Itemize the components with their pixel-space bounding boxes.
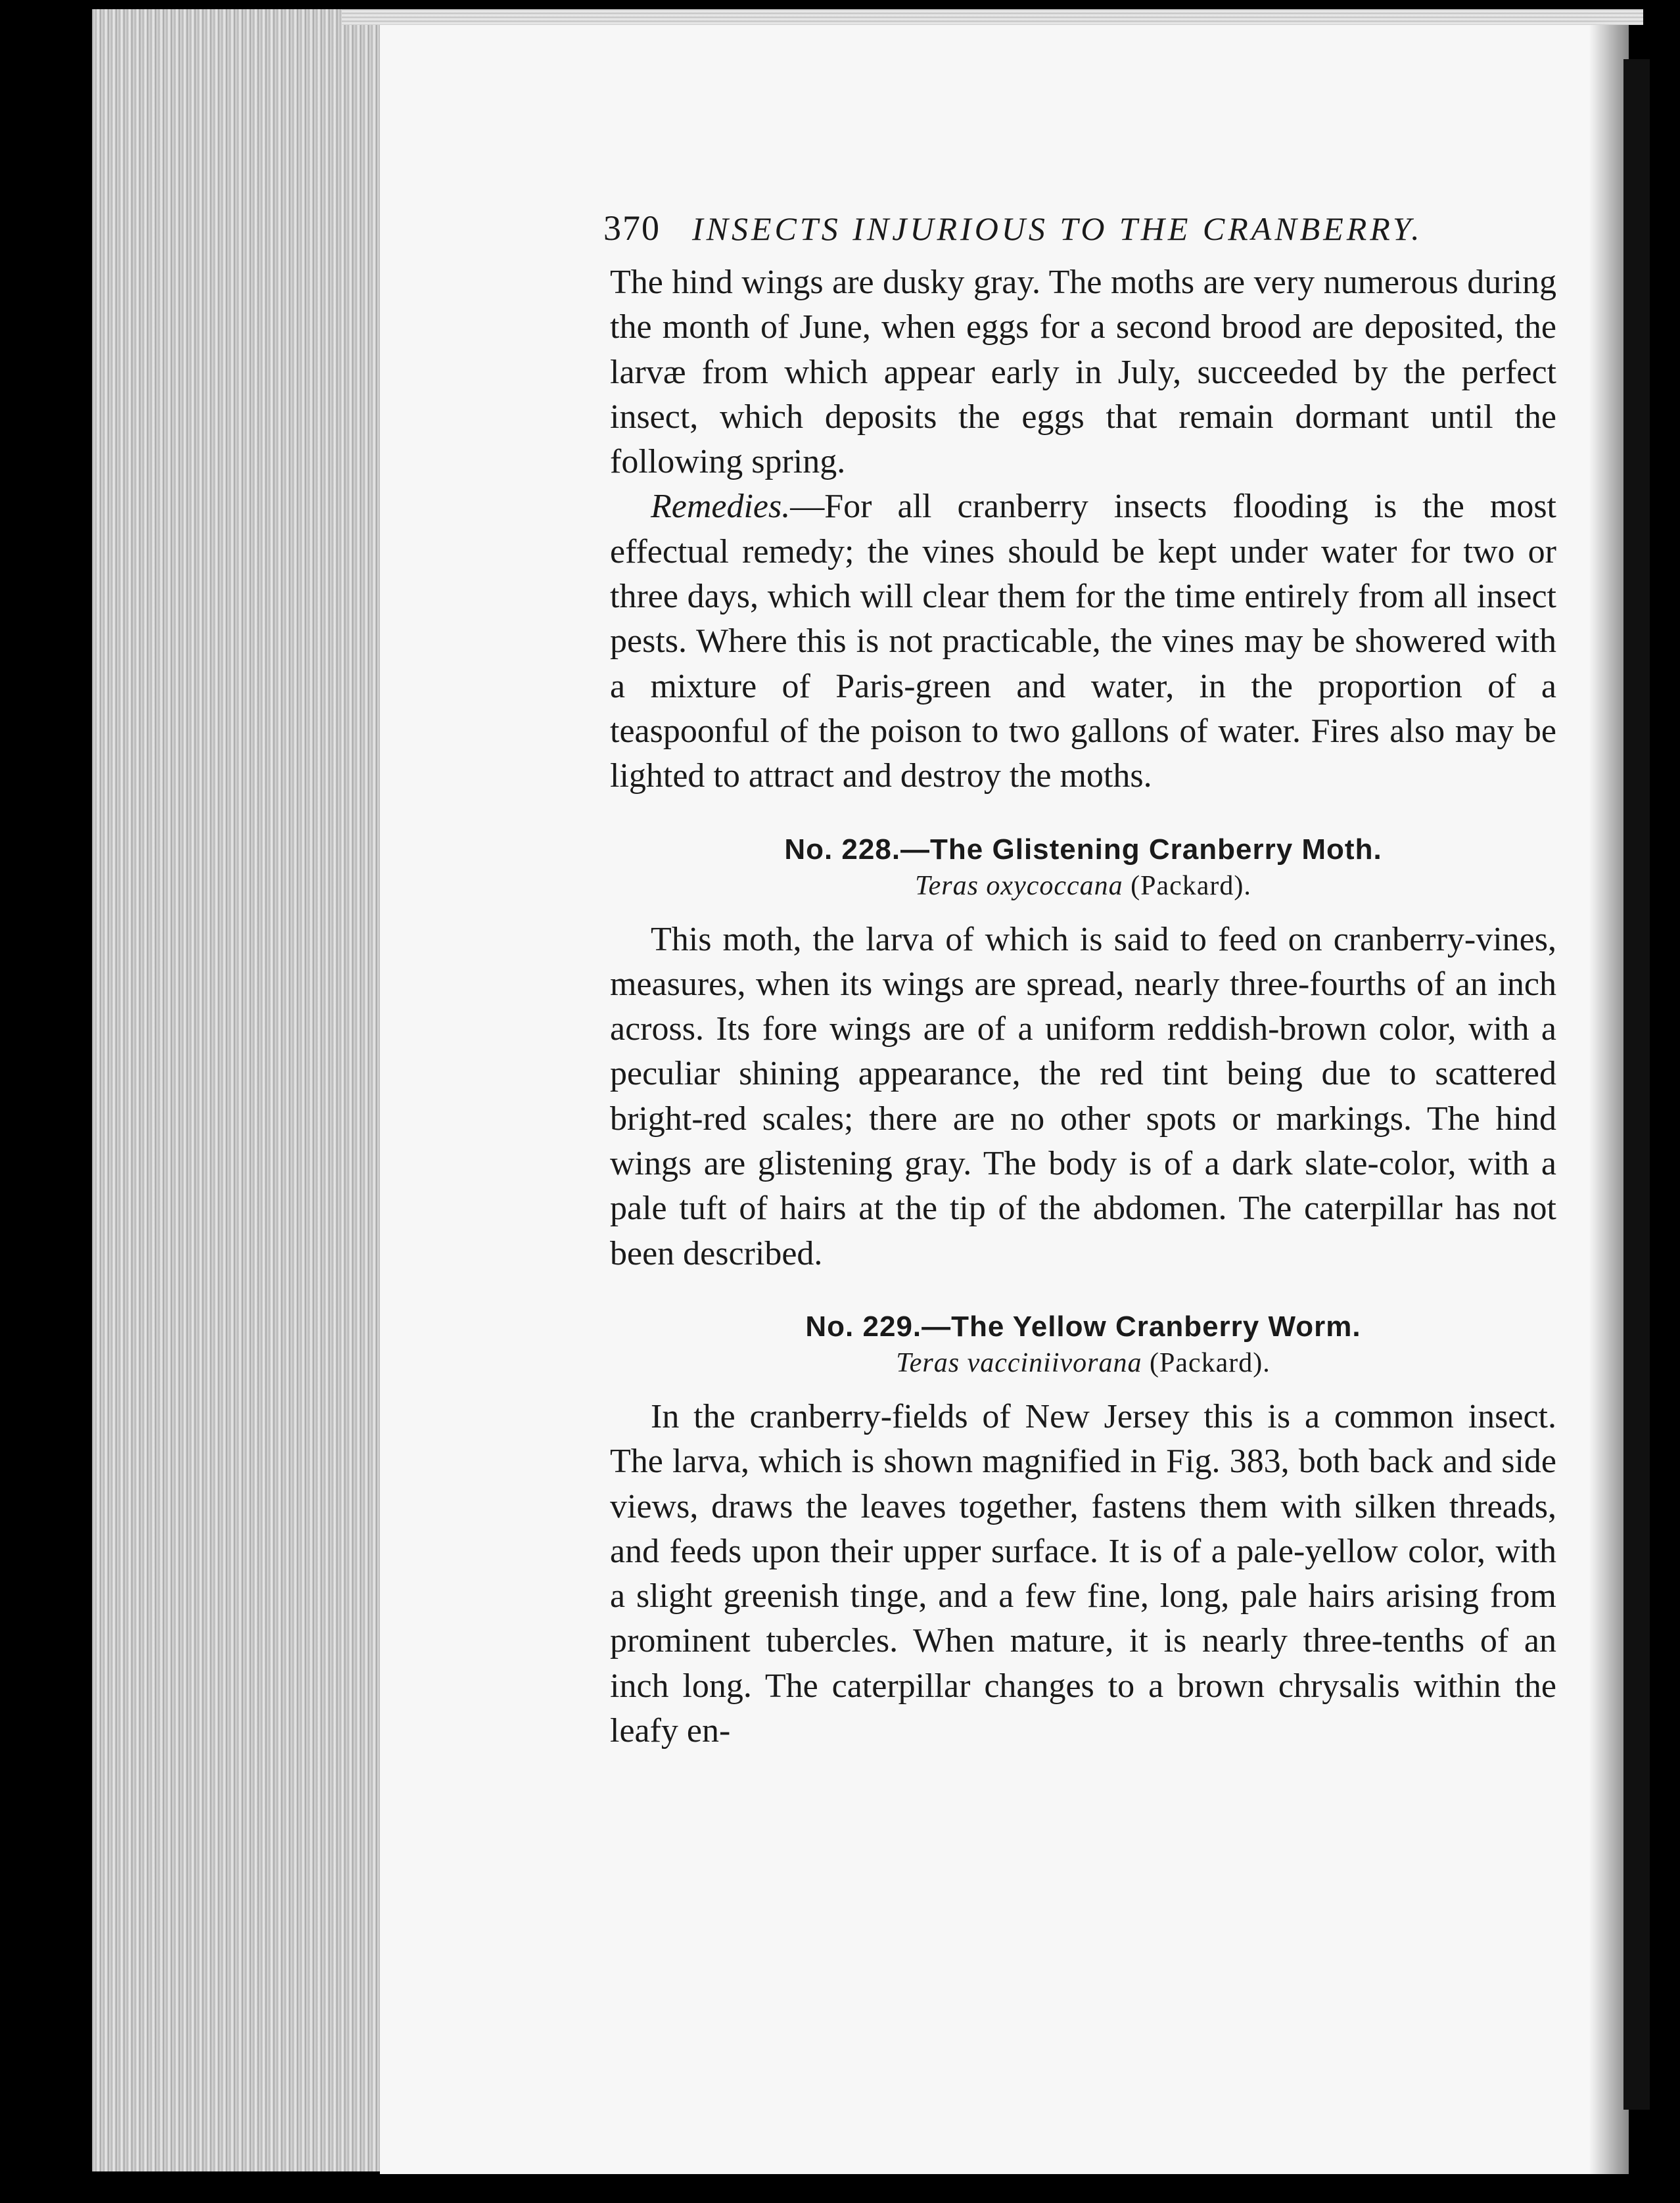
section-body-229: In the cranberry-fields of New Jersey this is a common insect. The larva, which is shown magnified in Fig. 383, both back and side views, draws the leaves together, fastens them with silken threads, and feeds upon their upper surface. It is of a pale-yellow color, with a slight greenish tinge, and a few fine, long, pale hairs arising from prominent tubercles. When mature, it is nearly three-tenths of an inch long. The caterpillar changes to a brown chrysalis within the leafy en- <box>610 1397 1556 1750</box>
scientific-name: Teras vacciniivorana <box>896 1347 1142 1378</box>
running-title: INSECTS INJURIOUS TO THE CRANBERRY. <box>692 210 1423 247</box>
facing-page-shadow <box>1623 59 1650 2110</box>
authority: (Packard). <box>1123 870 1251 901</box>
running-head <box>603 208 1556 248</box>
authority: (Packard). <box>1142 1347 1271 1378</box>
remedies-label: Remedies. <box>651 488 791 526</box>
page-gutter-shadow <box>1589 25 1629 2174</box>
remedies-text: —For all cranberry insects flooding is the most effectual remedy; the vines should be kept under water for two or three days, which will clear them for the time entirely from all insect pests. Where this is not practicable, the vines may be showered with a mixture of Paris-green and water, in the proportion of a teaspoonful of the poison to two gallons of water. Fires also may be lighted to attract and destroy the moths. <box>610 488 1556 795</box>
section-heading-229: No. 229.—The Yellow Cranberry Worm. <box>805 1310 1361 1343</box>
remedies-paragraph <box>610 484 1556 799</box>
section-subheading-228 <box>610 870 1556 902</box>
book-page-edges <box>92 9 381 2171</box>
page-number: 370 <box>603 208 661 248</box>
book-top-edges <box>342 9 1643 25</box>
section-heading-228: No. 228.—The Glistening Cranberry Moth. <box>784 833 1382 866</box>
intro-paragraph: The hind wings are dusky gray. The moths are very numerous during the month of June, when eggs for a second brood are deposited, the larvæ from which appear early in July, succeeded by the perfect insect, which deposits the eggs that remain dormant until the following spring. <box>610 264 1556 481</box>
section-body-228: This moth, the larva of which is said to feed on cranberry-vines, measures, when its wings are spread, nearly three-fourths of an inch across. Its fore wings are of a uniform reddish-brown color, with a peculiar shining appearance, the red tint being due to scattered bright-red scales; there are no other spots or markings. The hind wings are glistening gray. The body is of a dark slate-color, with a pale tuft of hairs at the tip of the abdomen. The caterpillar has not been described. <box>610 920 1556 1272</box>
section-subheading-229 <box>610 1347 1556 1379</box>
scientific-name: Teras oxycoccana <box>915 870 1123 901</box>
page-text-block <box>603 208 1556 1753</box>
